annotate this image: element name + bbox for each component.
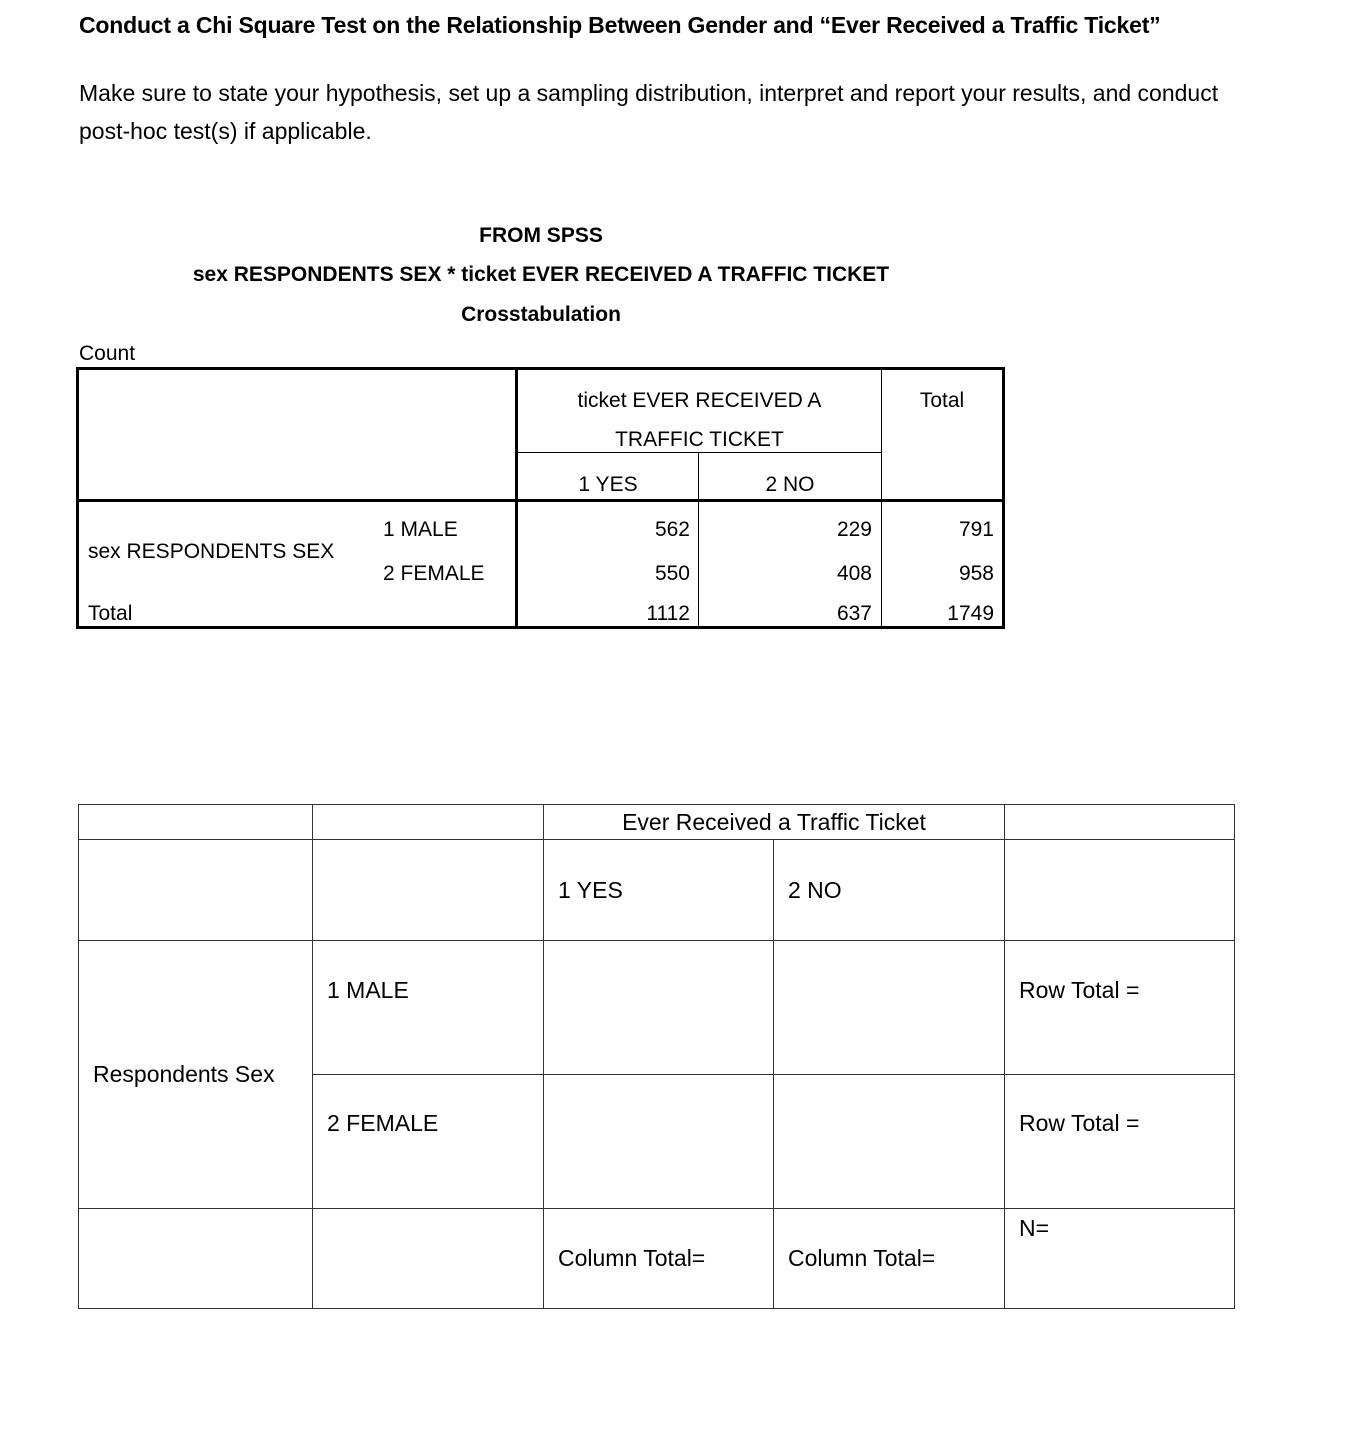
cell-female-yes-blank[interactable]: [544, 1075, 774, 1209]
empty-cell[interactable]: [79, 1209, 313, 1309]
cell-female-no: 408: [836, 562, 872, 585]
count-label: Count: [79, 342, 136, 365]
column-total-yes: Column Total=: [544, 1209, 774, 1309]
empty-cell[interactable]: [79, 805, 313, 840]
worksheet-col-yes: 1 YES: [544, 840, 774, 941]
row-label: 2 FEMALE: [383, 562, 485, 585]
col-header-line2: TRAFFIC TICKET: [615, 428, 784, 451]
empty-cell[interactable]: [313, 1209, 544, 1309]
worksheet-header: Ever Received a Traffic Ticket: [544, 805, 1005, 840]
empty-cell[interactable]: [79, 840, 313, 941]
cell-male-yes: 562: [654, 518, 690, 541]
table-row: [79, 805, 1235, 840]
col-header-line1: ticket EVER RECEIVED A: [577, 389, 822, 412]
row-total-female: Row Total =: [1005, 1075, 1235, 1209]
row-group-label: sex RESPONDENTS SEX: [88, 540, 335, 563]
table-row: [79, 1209, 1235, 1309]
page-title: Conduct a Chi Square Test on the Relationship Between Gender and “Ever Received a Traffic Ticket”: [79, 12, 1161, 38]
cell-female-total: 958: [958, 562, 994, 585]
worksheet-row-group: Respondents Sex: [79, 941, 313, 1209]
cell-female-no-blank[interactable]: [774, 1075, 1005, 1209]
spss-subheading: Crosstabulation: [461, 303, 621, 326]
worksheet-col-no: 2 NO: [774, 840, 1005, 941]
spss-source: FROM SPSS: [479, 224, 603, 247]
n-label: N=: [1005, 1209, 1235, 1309]
empty-cell[interactable]: [1005, 805, 1235, 840]
col-no: 2 NO: [765, 473, 815, 496]
table-row: [79, 941, 1235, 1075]
row-label: 1 MALE: [383, 518, 458, 541]
total-row-label: Total: [88, 602, 133, 625]
column-total-no: Column Total=: [774, 1209, 1005, 1309]
cell-male-no: 229: [836, 518, 872, 541]
instructions: Make sure to state your hypothesis, set up a sampling distribution, interpret and report your results, and conduct post-hoc test(s) if applicable.: [79, 80, 1219, 144]
table-row: [79, 840, 1235, 941]
spss-crosstab-table: [76, 367, 1005, 629]
total-header: Total: [919, 389, 965, 412]
cell-grand-total: 1749: [947, 602, 994, 625]
empty-cell[interactable]: [1005, 840, 1235, 941]
worksheet-table: [78, 804, 1235, 1309]
cell-total-yes: 1112: [646, 602, 690, 625]
cell-male-yes-blank[interactable]: [544, 941, 774, 1075]
spss-heading: sex RESPONDENTS SEX * ticket EVER RECEIVED A TRAFFIC TICKET: [192, 263, 890, 286]
col-yes: 1 YES: [578, 473, 638, 496]
header-divider: [79, 499, 1002, 502]
subheader-divider: [518, 452, 881, 453]
empty-cell[interactable]: [313, 840, 544, 941]
empty-cell[interactable]: [313, 805, 544, 840]
cell-male-total: 791: [958, 518, 994, 541]
cell-male-no-blank[interactable]: [774, 941, 1005, 1075]
cell-total-no: 637: [836, 602, 872, 625]
worksheet-row-female: 2 FEMALE: [313, 1075, 544, 1209]
worksheet-row-male: 1 MALE: [313, 941, 544, 1075]
cell-female-yes: 550: [654, 562, 690, 585]
row-total-male: Row Total =: [1005, 941, 1235, 1075]
